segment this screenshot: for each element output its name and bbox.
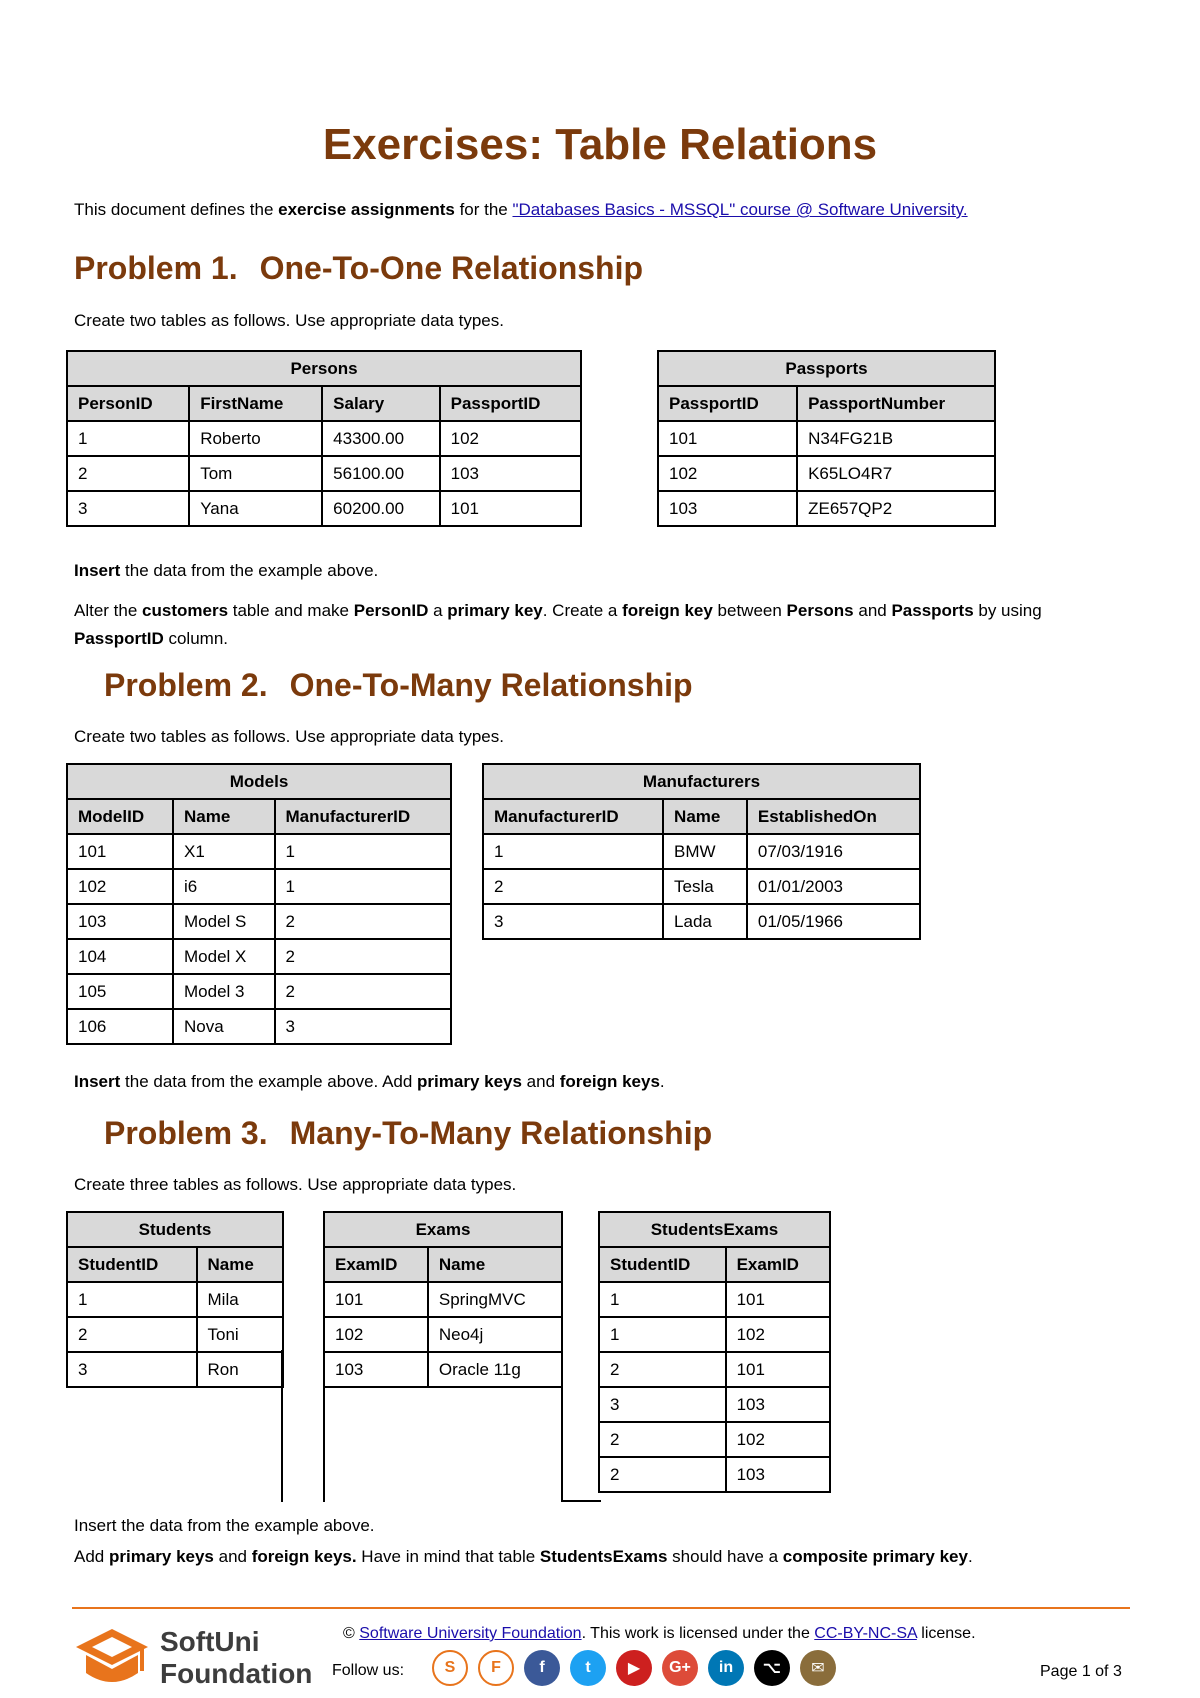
table-caption: Manufacturers	[483, 764, 920, 799]
table-caption: Passports	[658, 351, 995, 386]
text: should have a	[667, 1547, 783, 1566]
problem3-number: Problem 3.	[104, 1115, 268, 1151]
cell: 07/03/1916	[747, 834, 920, 869]
column-header: ExamID	[324, 1247, 428, 1282]
table-row	[658, 491, 995, 526]
table-border-line	[561, 1500, 601, 1502]
logo-line2: Foundation	[160, 1658, 313, 1689]
cell: 101	[440, 491, 581, 526]
table-row	[67, 456, 581, 491]
column-header: ExamID	[726, 1247, 830, 1282]
cell: Yana	[189, 491, 322, 526]
logo-text[interactable]	[160, 1626, 312, 1690]
column-header: ManufacturerID	[483, 799, 663, 834]
table-row	[67, 834, 451, 869]
social-links	[432, 1650, 836, 1690]
problem3-instruction: Create three tables as follows. Use appropriate data types.	[74, 1175, 517, 1194]
cell: 104	[67, 939, 173, 974]
text: and	[853, 601, 892, 620]
course-link[interactable]: "Databases Basics - MSSQL" course @ Software University.	[512, 200, 968, 219]
cell: Lada	[663, 904, 747, 939]
cell: K65LO4R7	[797, 456, 995, 491]
models-table	[66, 763, 452, 1045]
table-row	[67, 491, 581, 526]
table-row	[324, 1282, 562, 1317]
passports-table	[657, 350, 996, 527]
cell: 105	[67, 974, 173, 1009]
table-row	[599, 1422, 830, 1457]
cell: Ron	[197, 1352, 284, 1387]
github-icon[interactable]: ⌥	[754, 1650, 790, 1686]
cell: 1	[483, 834, 663, 869]
bold-text: Persons	[786, 601, 854, 620]
table-row	[324, 1317, 562, 1352]
intro-text-mid: for the	[454, 200, 513, 219]
linkedin-icon[interactable]: in	[708, 1650, 744, 1686]
cell: 103	[726, 1387, 830, 1422]
cell: SpringMVC	[428, 1282, 562, 1317]
table-row	[67, 1009, 451, 1044]
table-row	[67, 904, 451, 939]
students-exams-table	[598, 1211, 831, 1493]
foundation-link[interactable]: Software University Foundation	[359, 1625, 582, 1642]
text: and	[213, 1547, 252, 1566]
problem2-note	[74, 1068, 665, 1096]
problem1-number: Problem 1.	[74, 250, 238, 286]
bold-text: primary key	[447, 601, 543, 620]
cell: Neo4j	[428, 1317, 562, 1352]
cell: N34FG21B	[797, 421, 995, 456]
cell: 102	[67, 869, 173, 904]
table-border-line	[323, 1350, 325, 1502]
bold-text: foreign keys.	[251, 1547, 357, 1566]
column-header: StudentID	[67, 1247, 197, 1282]
exams-table	[323, 1211, 563, 1388]
bold-text: foreign keys	[559, 1072, 660, 1091]
copyright-notice	[343, 1625, 976, 1643]
footer-divider	[72, 1607, 1130, 1609]
facebook-icon[interactable]: f	[524, 1650, 560, 1686]
twitter-icon[interactable]: t	[570, 1650, 606, 1686]
column-header: Name	[428, 1247, 562, 1282]
cell: 3	[599, 1387, 726, 1422]
students-table	[66, 1211, 284, 1388]
table-row	[483, 904, 920, 939]
google-plus-icon[interactable]: G+	[662, 1650, 698, 1686]
problem3-insert-note: Insert the data from the example above.	[74, 1516, 375, 1535]
bold-text: Insert	[74, 1072, 121, 1091]
cell: 2	[275, 939, 452, 974]
bold-text: foreign key	[622, 601, 713, 620]
column-header: ManufacturerID	[275, 799, 452, 834]
problem1-alter-note	[74, 597, 1134, 653]
bold-text: StudentsExams	[539, 1547, 668, 1566]
license-text: . This work is licensed under the	[581, 1625, 815, 1642]
cell: 01/01/2003	[747, 869, 920, 904]
cell: ZE657QP2	[797, 491, 995, 526]
cell: Oracle 11g	[428, 1352, 562, 1387]
bold-text: primary keys	[417, 1072, 522, 1091]
column-header: PassportNumber	[797, 386, 995, 421]
problem3-heading	[104, 1115, 712, 1152]
cell: 2	[599, 1422, 726, 1457]
column-header: PersonID	[67, 386, 189, 421]
table-row	[483, 869, 920, 904]
text: .	[659, 1072, 665, 1091]
text: a	[428, 601, 448, 620]
cell: 103	[658, 491, 797, 526]
text: the data from the example above. Add	[120, 1072, 418, 1091]
table-caption: Persons	[67, 351, 581, 386]
insert-bold: Insert	[74, 561, 121, 580]
problem1-title: One-To-One Relationship	[259, 250, 644, 286]
youtube-icon[interactable]: ▶	[616, 1650, 652, 1686]
cell: 1	[275, 834, 452, 869]
bold-text: composite primary key	[782, 1547, 968, 1566]
copyright-symbol: ©	[343, 1625, 355, 1642]
intro-bold: exercise assignments	[278, 200, 455, 219]
bold-text: PersonID	[353, 601, 429, 620]
table-row	[67, 1352, 283, 1387]
cell: 106	[67, 1009, 173, 1044]
text: by using	[973, 601, 1042, 620]
text: . Create a	[542, 601, 623, 620]
problem1-heading	[74, 250, 643, 287]
cell: 3	[67, 1352, 197, 1387]
cell: Nova	[173, 1009, 275, 1044]
column-header: StudentID	[599, 1247, 726, 1282]
table-caption: Models	[67, 764, 451, 799]
column-header: Name	[663, 799, 747, 834]
table-row	[67, 869, 451, 904]
cell: Mila	[197, 1282, 284, 1317]
cell: 43300.00	[322, 421, 439, 456]
table-row	[599, 1352, 830, 1387]
column-header: FirstName	[189, 386, 322, 421]
bold-text: PassportID	[74, 629, 164, 648]
cell: 1	[599, 1282, 726, 1317]
page-number: Page 1 of 3	[1040, 1663, 1122, 1680]
cell: 3	[483, 904, 663, 939]
cell: 2	[67, 1317, 197, 1352]
bold-text: customers	[142, 601, 229, 620]
column-header: Salary	[322, 386, 439, 421]
cell: 101	[726, 1282, 830, 1317]
table-row	[658, 456, 995, 491]
table-row	[599, 1387, 830, 1422]
logo-line1: SoftUni	[160, 1626, 260, 1657]
problem2-title: One-To-Many Relationship	[289, 667, 693, 703]
cell: 1	[67, 421, 189, 456]
table-row	[67, 939, 451, 974]
cell: 101	[658, 421, 797, 456]
text: Have in mind that table	[356, 1547, 540, 1566]
cell: Tom	[189, 456, 322, 491]
cell: 1	[275, 869, 452, 904]
text: and	[521, 1072, 560, 1091]
insert-rest: the data from the example above.	[120, 561, 379, 580]
cell: 1	[67, 1282, 197, 1317]
column-header: Name	[197, 1247, 284, 1282]
table-row	[599, 1317, 830, 1352]
bold-text: primary keys	[108, 1547, 214, 1566]
intro-paragraph	[74, 196, 968, 224]
cell: 2	[483, 869, 663, 904]
table-row	[599, 1457, 830, 1492]
table-row	[658, 421, 995, 456]
bold-text: Passports	[891, 601, 974, 620]
cell: 102	[324, 1317, 428, 1352]
column-header: ModelID	[67, 799, 173, 834]
cell: 102	[440, 421, 581, 456]
table-caption: Exams	[324, 1212, 562, 1247]
text: between	[712, 601, 787, 620]
blog-icon[interactable]: ✉	[800, 1650, 836, 1686]
cell: 2	[599, 1457, 726, 1492]
table-border-line	[561, 1350, 563, 1502]
problem2-heading	[104, 667, 693, 704]
intro-text: This document defines the	[74, 200, 279, 219]
table-caption: Students	[67, 1212, 283, 1247]
softuni-logo-icon[interactable]	[72, 1625, 152, 1691]
cell: i6	[173, 869, 275, 904]
problem3-title: Many-To-Many Relationship	[289, 1115, 713, 1151]
table-border-line	[281, 1350, 283, 1502]
cell: 2	[275, 904, 452, 939]
text: .	[967, 1547, 973, 1566]
persons-table	[66, 350, 582, 527]
table-row	[599, 1282, 830, 1317]
column-header: Name	[173, 799, 275, 834]
cell: 101	[726, 1352, 830, 1387]
text: Alter the	[74, 601, 143, 620]
cell: 1	[599, 1317, 726, 1352]
cell: X1	[173, 834, 275, 869]
text: column.	[163, 629, 228, 648]
cell: 102	[658, 456, 797, 491]
cell: 3	[275, 1009, 452, 1044]
cell: Toni	[197, 1317, 284, 1352]
cell: Tesla	[663, 869, 747, 904]
table-row	[67, 1282, 283, 1317]
text: table and make	[228, 601, 354, 620]
cell: Model S	[173, 904, 275, 939]
cell: 103	[324, 1352, 428, 1387]
table-row	[324, 1352, 562, 1387]
problem1-instruction: Create two tables as follows. Use appropriate data types.	[74, 311, 504, 330]
column-header: PassportID	[658, 386, 797, 421]
cell: 103	[726, 1457, 830, 1492]
page-title: Exercises: Table Relations	[322, 120, 878, 169]
table-row	[67, 421, 581, 456]
cell: 102	[726, 1317, 830, 1352]
cell: 2	[275, 974, 452, 1009]
cell: 102	[726, 1422, 830, 1457]
column-header: EstablishedOn	[747, 799, 920, 834]
column-header: PassportID	[440, 386, 581, 421]
table-row	[483, 834, 920, 869]
cell: 101	[324, 1282, 428, 1317]
manufacturers-table	[482, 763, 921, 940]
cell: 101	[67, 834, 173, 869]
problem3-keys-note	[74, 1543, 1144, 1571]
cell: 103	[67, 904, 173, 939]
cell: 103	[440, 456, 581, 491]
table-row	[67, 1317, 283, 1352]
softuni-foundation-icon[interactable]: F	[478, 1650, 514, 1686]
license-end: license.	[916, 1625, 976, 1642]
text: Add	[74, 1547, 109, 1566]
table-row	[67, 974, 451, 1009]
cell: 2	[67, 456, 189, 491]
cell: Model 3	[173, 974, 275, 1009]
cell: BMW	[663, 834, 747, 869]
cell: 01/05/1966	[747, 904, 920, 939]
cell: Roberto	[189, 421, 322, 456]
follow-label: Follow us:	[332, 1662, 405, 1679]
cell: 3	[67, 491, 189, 526]
softuni-icon[interactable]: S	[432, 1650, 468, 1686]
cell: 60200.00	[322, 491, 439, 526]
table-caption: StudentsExams	[599, 1212, 830, 1247]
problem2-number: Problem 2.	[104, 667, 268, 703]
cell: 2	[599, 1352, 726, 1387]
problem2-instruction: Create two tables as follows. Use appropriate data types.	[74, 727, 504, 746]
cell: Model X	[173, 939, 275, 974]
problem1-insert-note	[74, 557, 378, 585]
license-link[interactable]: CC-BY-NC-SA	[814, 1625, 917, 1642]
cell: 56100.00	[322, 456, 439, 491]
